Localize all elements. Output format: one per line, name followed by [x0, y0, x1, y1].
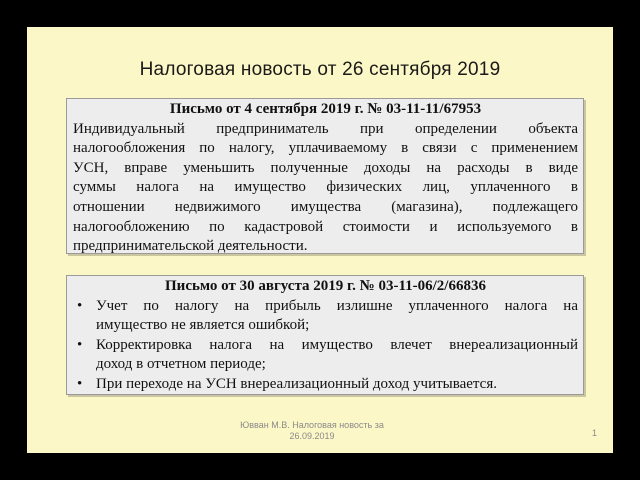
page-number: 1	[592, 428, 598, 438]
letter-2-heading: Письмо от 30 августа 2019 г. № 03-11-06/2/66836	[165, 278, 486, 294]
slide-title: Налоговая новость от 26 сентября 2019	[139, 59, 501, 80]
letter-1-line: налогообложению по кадастровой стоимости и используемого в	[73, 218, 578, 235]
list-item	[73, 297, 578, 336]
footer-line: Ювван М.В. Налоговая новость за	[240, 420, 384, 430]
letter-1-line: налогообложения по налогу, уплачиваемому в связи с применением	[73, 140, 578, 157]
letter-1-line: предпринимательской деятельности.	[73, 238, 308, 255]
list-item	[73, 336, 578, 375]
letter-box-1	[66, 98, 584, 254]
slide-footer	[217, 420, 407, 442]
bullet-icon: •	[77, 297, 83, 314]
letter-1-line: УСН, вправе уменьшить полученные доходы на расходы в виде	[73, 159, 578, 176]
list-item-line: имущество не является ошибкой;	[96, 317, 310, 334]
letter-1-line: Индивидуальный предприниматель при определении объекта	[73, 120, 578, 137]
list-item-line: доход в отчетном периоде;	[96, 356, 266, 373]
slide	[27, 27, 613, 453]
list-item-line: При переходе на УСН внереализационный доход учитывается.	[96, 375, 497, 392]
letter-2-list	[73, 297, 578, 395]
letter-1-line: суммы налога на имущество физических лиц, уплаченного в	[73, 179, 578, 196]
letter-1-line: отношении недвижимого имущества (магазина), подлежащего	[73, 198, 578, 215]
list-item-line: Корректировка налога на имущество влечет внереализационный	[96, 336, 578, 353]
list-item	[73, 375, 578, 395]
list-item-line: Учет по налогу на прибыль излишне уплаченного налога на	[96, 297, 578, 314]
bullet-icon: •	[77, 375, 83, 392]
bullet-icon: •	[77, 336, 83, 353]
footer-line: 26.09.2019	[289, 431, 335, 441]
letter-1-text	[73, 120, 578, 257]
letter-1-heading: Письмо от 4 сентября 2019 г. № 03-11-11/67953	[169, 101, 482, 117]
letter-box-2	[66, 275, 584, 395]
